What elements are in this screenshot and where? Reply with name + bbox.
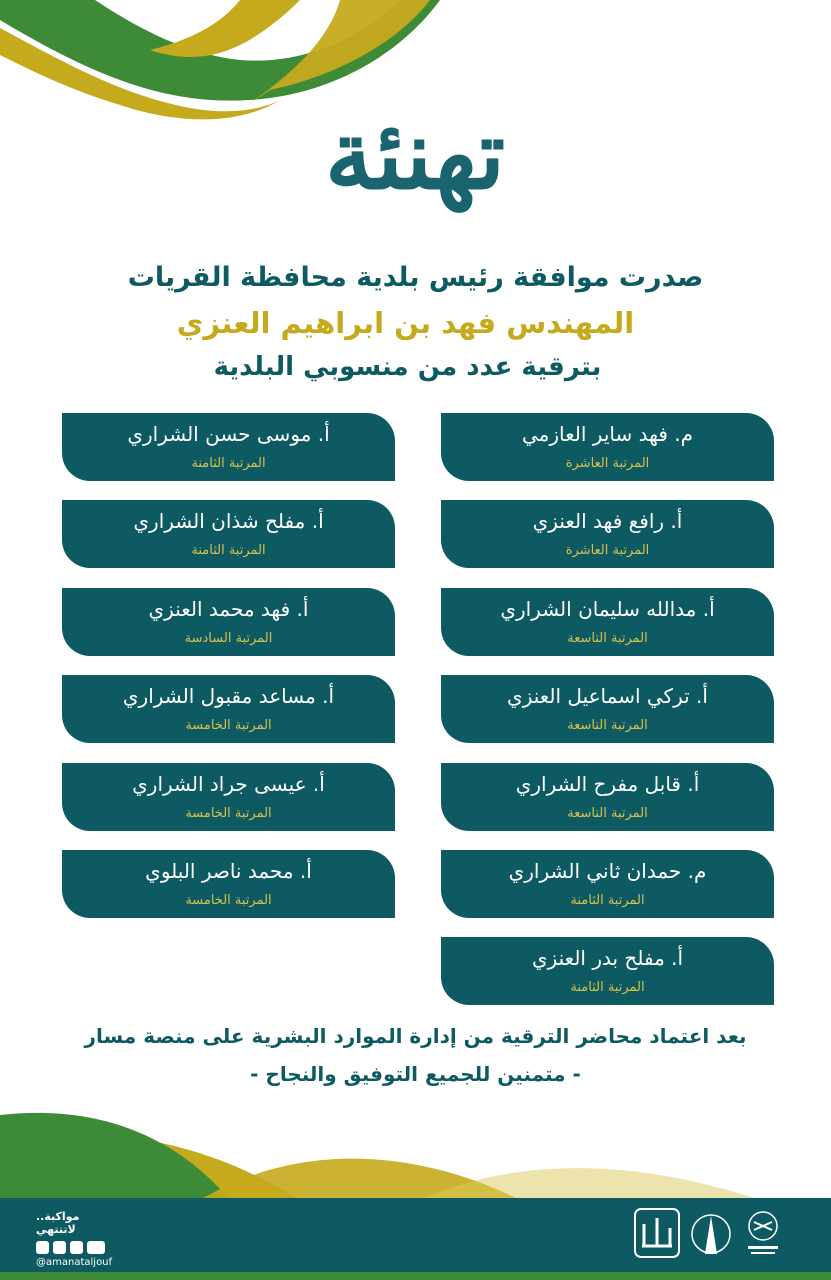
footer-wishes: - متمنين للجميع التوفيق والنجاح - [250,1062,581,1086]
employee-rank: المرتبة الثامنة [570,980,645,995]
employee-rank: المرتبة الخامسة [185,718,272,733]
employee-name: أ. مفلح بدر العنزي [531,946,684,970]
employee-rank: المرتبة السادسة [184,631,273,646]
title-calligraphy [300,58,530,238]
employee-rank: المرتبة الخامسة [185,806,272,821]
headline-promotion: بترقية عدد من منسوبي البلدية [213,352,602,382]
youtube-icon[interactable] [87,1241,105,1254]
headline-approval: صدرت موافقة رئيس بلدية محافظة القريات [127,262,704,293]
promotion-card [441,413,774,481]
promotion-card [441,500,774,568]
employee-name: أ. عيسى جراد الشراري [132,772,325,796]
employee-rank: المرتبة العاشرة [565,543,650,558]
svg-text:تهنئة: تهنئة [324,98,506,211]
employee-name: م. فهد ساير العازمي [522,422,693,446]
employee-name: أ. مدالله سليمان الشراري [500,597,715,621]
promotion-card [441,850,774,918]
ministry-logo [740,1206,786,1262]
headline-mayor-name: المهندس فهد بن ابراهيم العنزي [176,306,635,340]
tagline: مواكبة.. لاتنتهي [36,1210,80,1236]
employee-name: أ. فهد محمد العنزي [148,597,309,621]
promotion-card [62,500,395,568]
footer-approval-note: بعد اعتماد محاضر الترقية من إدارة الموارد البشرية على منصة مسار [84,1024,747,1048]
bottom-strip [0,1272,831,1280]
promotion-card [62,675,395,743]
snapchat-icon[interactable] [53,1241,66,1254]
employee-rank: المرتبة التاسعة [567,806,648,821]
promotion-card [62,588,395,656]
employee-rank: المرتبة الخامسة [185,893,272,908]
employee-name: أ. مساعد مقبول الشراري [122,684,335,708]
employee-name: أ. قابل مفرح الشراري [515,772,700,796]
employee-rank: المرتبة الثامنة [191,543,266,558]
promotion-card [441,588,774,656]
social-handle[interactable]: @amanataljouf [36,1257,113,1268]
promotion-card [62,850,395,918]
employee-name: أ. موسى حسن الشراري [127,422,330,446]
employee-rank: المرتبة التاسعة [567,631,648,646]
twitter-icon[interactable] [36,1241,49,1254]
employee-name: أ. مفلح شذان الشراري [133,509,324,533]
promotion-card [441,675,774,743]
employee-name: أ. محمد ناصر البلوي [145,859,312,883]
tower-logo [690,1206,732,1262]
promotion-card [441,937,774,1005]
promotion-card [62,413,395,481]
social-block [36,1210,116,1268]
instagram-icon[interactable] [70,1241,83,1254]
employee-name: م. حمدان ثاني الشراري [508,859,707,883]
employee-name: أ. تركي اسماعيل العنزي [507,684,708,708]
promotion-card [441,763,774,831]
employee-rank: المرتبة العاشرة [565,456,650,471]
promotion-card [62,763,395,831]
employee-rank: المرتبة التاسعة [567,718,648,733]
employee-rank: المرتبة الثامنة [191,456,266,471]
employee-rank: المرتبة الثامنة [570,893,645,908]
employee-name: أ. رافع فهد العنزي [532,509,683,533]
municipality-logo [632,1206,682,1260]
